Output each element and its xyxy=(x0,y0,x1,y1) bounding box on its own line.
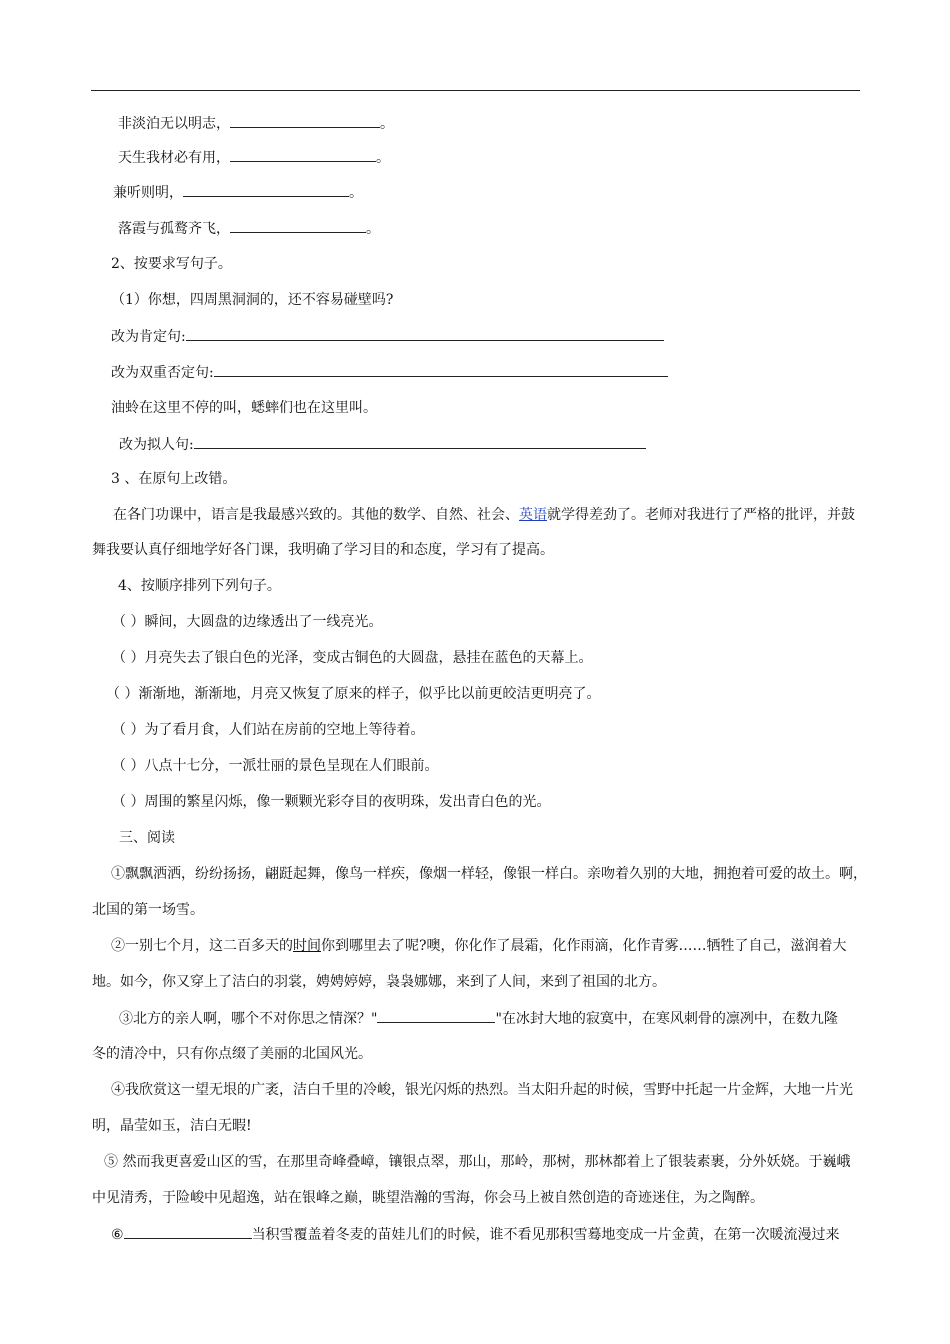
order-item: （ ）渐渐地，渐渐地，月亮又恢复了原来的样子，似乎比以前更皎洁更明亮了。 xyxy=(106,686,601,702)
reading-p5-line-2: 中见清秀，于险峻中见超逸，站在银峰之巅，眺望浩瀚的雪海，你会马上被自然创造的奇迹迷住，为之陶醉。 xyxy=(92,1190,764,1206)
fill-line-1 xyxy=(118,113,394,134)
reading-p4-line-1: ④我欣赏这一望无垠的广袤，洁白千里的冷峻，银光闪烁的热烈。当太阳升起的时候，雪野中托起一片金辉，大地一片光 xyxy=(111,1082,853,1098)
fill-line-1-text: 非淡泊无以明志， xyxy=(118,116,230,132)
order-item: （ ）月亮失去了银白色的光泽，变成古铜色的大圆盘，悬挂在蓝色的天幕上。 xyxy=(112,650,593,666)
q3-heading: 3 、在原句上改错。 xyxy=(111,471,237,487)
answer-blank[interactable] xyxy=(377,1008,495,1023)
answer-blank[interactable] xyxy=(230,218,366,233)
q3-text: 就学得差劲了。老师对我进行了严格的批评，并鼓 xyxy=(547,507,855,523)
reading-p1-line-1: ①飘飘洒洒，纷纷扬扬，翩跹起舞，像鸟一样疾，像烟一样轻，像银一样白。亲吻着久别的大地，拥抱着可爱的故土。啊， xyxy=(111,866,867,882)
q2-item-1: （1）你想，四周黑洞洞的，还不容易碰壁吗? xyxy=(111,292,394,308)
order-item: （ ）周围的繁星闪烁，像一颗颗光彩夺目的夜明珠，发出青白色的光。 xyxy=(112,794,551,810)
underlined-word: 时间 xyxy=(293,938,321,954)
reading-p1-line-2: 北国的第一场雪。 xyxy=(92,902,204,918)
period: 。 xyxy=(376,150,390,166)
reading-text: 当积雪覆盖着冬麦的苗娃儿们的时候，谁不看见那积雪蓦地变成一片金黄，在第一次暖流漫过来 xyxy=(251,1227,840,1243)
reading-text: ⑥ xyxy=(111,1227,124,1243)
fill-line-3-text: 兼听则明， xyxy=(113,185,183,201)
double-neg-label: 改为双重否定句: xyxy=(111,365,214,381)
q3-paragraph-line-2: 舞我要认真仔细地学好各门课，我明确了学习目的和态度，学习有了提高。 xyxy=(92,542,554,558)
reading-p5-line-1: ⑤ 然而我更喜爱山区的雪，在那里奇峰叠嶂，镶银点翠，那山，那岭，那树，那林都着上了银装素裹，分外妖娆。于巍峨 xyxy=(104,1154,851,1170)
order-item: （ ）瞬间，大圆盘的边缘透出了一线亮光。 xyxy=(112,614,383,630)
header-rule xyxy=(91,90,860,91)
reading-text: ②一别七个月，这二百多天的 xyxy=(111,938,293,954)
period: 。 xyxy=(380,116,394,132)
q3-paragraph-line-1 xyxy=(113,505,855,525)
answer-blank[interactable] xyxy=(186,326,664,341)
affirm-label: 改为肯定句: xyxy=(111,329,186,345)
reading-p6-line-1 xyxy=(111,1224,840,1245)
fill-line-2-text: 天生我材必有用， xyxy=(118,150,230,166)
period: 。 xyxy=(349,185,363,201)
q3-text: 在各门功课中，语言是我最感兴致的。其他的数学、自然、社会、 xyxy=(113,507,519,523)
reading-text: "在冰封大地的寂寞中，在寒风刺骨的凛冽中，在数九隆 xyxy=(495,1011,838,1027)
order-item: （ ）为了看月食，人们站在房前的空地上等待着。 xyxy=(112,722,425,738)
reading-p4-line-2: 明，晶莹如玉，洁白无暇! xyxy=(92,1118,252,1134)
answer-blank[interactable] xyxy=(230,147,376,162)
fill-line-4 xyxy=(118,218,380,239)
answer-blank[interactable] xyxy=(194,434,646,449)
q2-personify-line xyxy=(119,434,646,455)
period: 。 xyxy=(366,221,380,237)
reading-p3-line-1 xyxy=(119,1008,838,1029)
answer-blank[interactable] xyxy=(214,362,668,377)
reading-text: 你到哪里去了呢?噢，你化作了晨霜，化作雨滴，化作青雾……牺牲了自己，滋润着大 xyxy=(321,938,847,954)
reading-text: ③北方的亲人啊，哪个不对你思之情深？" xyxy=(119,1011,378,1027)
reading-p3-line-2: 冬的清冷中，只有你点缀了美丽的北国风光。 xyxy=(92,1046,372,1062)
q2-heading: 2、按要求写句子。 xyxy=(111,256,232,272)
reading-heading: 三、阅读 xyxy=(119,830,175,846)
order-item: （ ）八点十七分，一派壮丽的景色呈现在人们眼前。 xyxy=(112,758,439,774)
answer-blank[interactable] xyxy=(124,1224,252,1239)
q4-heading: 4、按顺序排列下列句子。 xyxy=(118,578,281,594)
q2-sentence-2: 油蛉在这里不停的叫，蟋蟀们也在这里叫。 xyxy=(111,400,377,416)
fill-line-3 xyxy=(113,182,363,203)
personify-label: 改为拟人句: xyxy=(119,437,194,453)
fill-line-2 xyxy=(118,147,390,168)
q2-affirm-line xyxy=(111,326,664,347)
answer-blank[interactable] xyxy=(183,182,349,197)
english-link[interactable]: 英语 xyxy=(519,507,547,523)
reading-p2-line-1 xyxy=(111,936,847,956)
reading-p2-line-2: 地。如今，你又穿上了洁白的羽裳，娉娉婷婷，袅袅娜娜，来到了人间，来到了祖国的北方。 xyxy=(92,974,666,990)
answer-blank[interactable] xyxy=(230,113,380,128)
q2-double-neg-line xyxy=(111,362,668,383)
fill-line-4-text: 落霞与孤鹜齐飞， xyxy=(118,221,230,237)
